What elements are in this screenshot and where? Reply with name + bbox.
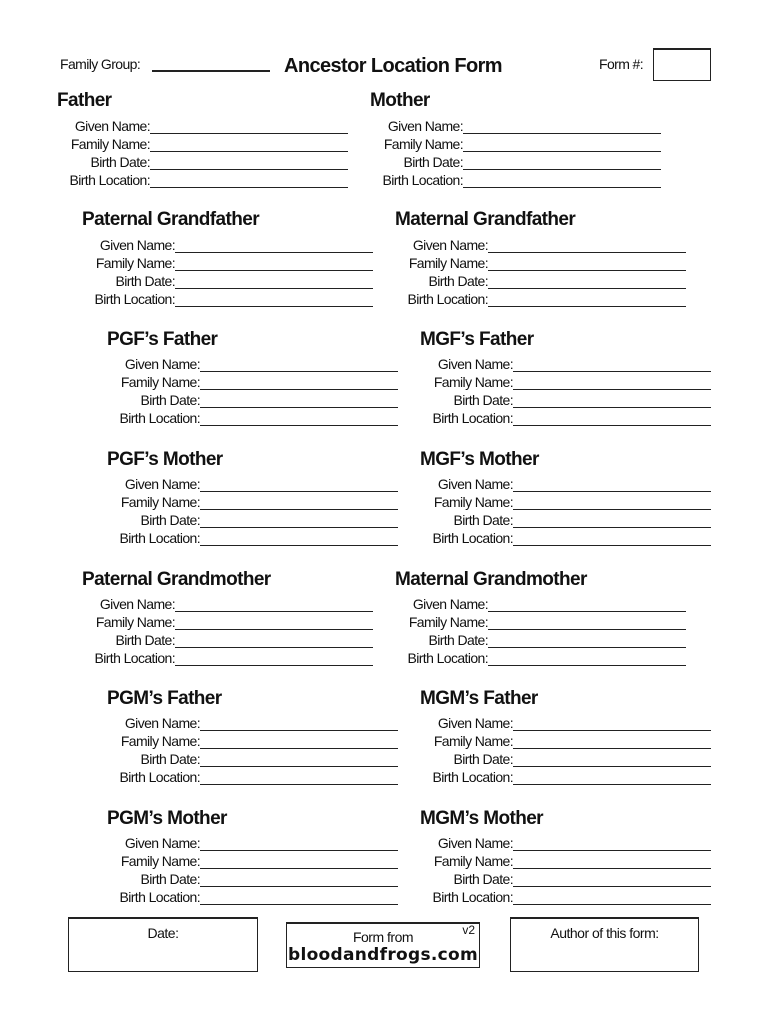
field-label: Birth Date: xyxy=(453,392,513,408)
given-name-field[interactable] xyxy=(513,850,711,851)
source-box xyxy=(286,922,480,968)
field-label: Given Name: xyxy=(387,118,463,134)
section-heading: MGM’s Father xyxy=(420,688,538,709)
section-heading: PGM’s Mother xyxy=(107,808,227,829)
field-label: Given Name: xyxy=(437,715,513,731)
family-name-field[interactable] xyxy=(513,748,711,749)
field-row xyxy=(0,871,513,889)
field-label: Family Name: xyxy=(408,255,488,271)
field-row xyxy=(0,853,513,871)
field-row xyxy=(0,154,463,172)
field-label: Given Name: xyxy=(99,237,175,253)
field-label: Birth Date: xyxy=(140,392,200,408)
page-title: Ancestor Location Form xyxy=(284,55,502,77)
field-label: Given Name: xyxy=(412,596,488,612)
field-row xyxy=(0,835,513,853)
field-label: Given Name: xyxy=(412,237,488,253)
field-row xyxy=(0,715,513,733)
birth-location-field[interactable] xyxy=(488,306,686,307)
field-row xyxy=(0,273,488,291)
birth-date-field[interactable] xyxy=(513,766,711,767)
field-row xyxy=(0,769,513,787)
birth-location-field[interactable] xyxy=(513,904,711,905)
given-name-field[interactable] xyxy=(488,252,686,253)
given-name-field[interactable] xyxy=(513,371,711,372)
field-label: Birth Location: xyxy=(432,530,513,546)
field-label: Birth Date: xyxy=(140,751,200,767)
field-row xyxy=(0,356,513,374)
field-label: Given Name: xyxy=(124,715,200,731)
field-row xyxy=(0,374,513,392)
birth-location-field[interactable] xyxy=(463,187,661,188)
field-label: Birth Location: xyxy=(382,172,463,188)
section-heading: MGF’s Father xyxy=(420,329,534,350)
field-label: Family Name: xyxy=(433,494,513,510)
field-label: Birth Date: xyxy=(140,512,200,528)
field-label: Family Name: xyxy=(120,733,200,749)
family-group-label: Family Group: xyxy=(60,56,141,72)
field-label: Birth Date: xyxy=(453,512,513,528)
form-number-field[interactable] xyxy=(653,48,711,81)
section-heading: Mother xyxy=(370,90,430,111)
field-label: Birth Date: xyxy=(90,154,150,170)
field-label: Birth Date: xyxy=(453,871,513,887)
field-row xyxy=(0,255,488,273)
birth-date-field[interactable] xyxy=(513,527,711,528)
field-label: Birth Date: xyxy=(140,871,200,887)
field-label: Family Name: xyxy=(95,614,175,630)
field-label: Birth Date: xyxy=(403,154,463,170)
birth-date-field[interactable] xyxy=(488,288,686,289)
section-heading: Maternal Grandfather xyxy=(395,209,576,230)
given-name-field[interactable] xyxy=(463,133,661,134)
section-heading: PGF’s Mother xyxy=(107,449,223,470)
field-row xyxy=(0,494,513,512)
field-label: Given Name: xyxy=(124,835,200,851)
field-row xyxy=(0,392,513,410)
family-name-field[interactable] xyxy=(513,868,711,869)
field-label: Family Name: xyxy=(95,255,175,271)
field-label: Family Name: xyxy=(433,733,513,749)
field-label: Birth Location: xyxy=(119,530,200,546)
birth-location-field[interactable] xyxy=(488,665,686,666)
field-label: Birth Location: xyxy=(94,291,175,307)
field-label: Birth Date: xyxy=(453,751,513,767)
birth-date-field[interactable] xyxy=(488,647,686,648)
section-heading: MGF’s Mother xyxy=(420,449,539,470)
field-row xyxy=(0,889,513,907)
form-number-label: Form #: xyxy=(599,56,644,72)
field-row xyxy=(0,476,513,494)
field-row xyxy=(0,237,488,255)
field-row xyxy=(0,596,488,614)
field-label: Given Name: xyxy=(437,356,513,372)
birth-location-field[interactable] xyxy=(513,425,711,426)
section-heading: PGM’s Father xyxy=(107,688,222,709)
field-label: Given Name: xyxy=(437,476,513,492)
field-label: Birth Location: xyxy=(407,291,488,307)
given-name-field[interactable] xyxy=(488,611,686,612)
section-heading: MGM’s Mother xyxy=(420,808,543,829)
section-heading: Paternal Grandfather xyxy=(82,209,259,230)
section-heading: Maternal Grandmother xyxy=(395,569,587,590)
field-label: Birth Date: xyxy=(115,632,175,648)
birth-date-field[interactable] xyxy=(513,886,711,887)
family-name-field[interactable] xyxy=(488,270,686,271)
field-row xyxy=(0,751,513,769)
field-label: Family Name: xyxy=(120,374,200,390)
field-label: Family Name: xyxy=(120,494,200,510)
field-label: Birth Location: xyxy=(119,410,200,426)
birth-date-field[interactable] xyxy=(513,407,711,408)
field-label: Family Name: xyxy=(408,614,488,630)
family-name-field[interactable] xyxy=(463,151,661,152)
field-label: Birth Location: xyxy=(432,410,513,426)
field-label: Birth Location: xyxy=(94,650,175,666)
field-label: Family Name: xyxy=(433,853,513,869)
field-row xyxy=(0,632,488,650)
field-row xyxy=(0,650,488,668)
section-heading: Father xyxy=(57,90,112,111)
field-label: Family Name: xyxy=(120,853,200,869)
field-label: Family Name: xyxy=(383,136,463,152)
family-name-field[interactable] xyxy=(488,629,686,630)
birth-date-field[interactable] xyxy=(463,169,661,170)
field-row xyxy=(0,733,513,751)
date-label: Date: xyxy=(147,925,179,941)
field-row xyxy=(0,410,513,428)
field-label: Given Name: xyxy=(124,476,200,492)
field-label: Birth Location: xyxy=(432,889,513,905)
section-heading: PGF’s Father xyxy=(107,329,218,350)
section-heading: Paternal Grandmother xyxy=(82,569,271,590)
field-row xyxy=(0,530,513,548)
site-name: bloodandfrogs.com xyxy=(287,945,479,965)
family-name-field[interactable] xyxy=(513,509,711,510)
given-name-field[interactable] xyxy=(513,491,711,492)
field-row xyxy=(0,512,513,530)
author-box[interactable] xyxy=(510,917,699,972)
field-label: Birth Date: xyxy=(115,273,175,289)
field-row xyxy=(0,172,463,190)
field-label: Birth Date: xyxy=(428,273,488,289)
field-label: Given Name: xyxy=(124,356,200,372)
field-label: Birth Location: xyxy=(407,650,488,666)
family-name-field[interactable] xyxy=(513,389,711,390)
field-row xyxy=(0,291,488,309)
field-row xyxy=(0,118,463,136)
field-row xyxy=(0,136,463,154)
field-label: Birth Location: xyxy=(119,889,200,905)
birth-location-field[interactable] xyxy=(513,545,711,546)
field-label: Birth Date: xyxy=(428,632,488,648)
field-row xyxy=(0,614,488,632)
birth-location-field[interactable] xyxy=(513,784,711,785)
author-label: Author of this form: xyxy=(550,925,659,941)
date-box[interactable] xyxy=(68,917,258,972)
given-name-field[interactable] xyxy=(513,730,711,731)
version-label: v2 xyxy=(462,923,475,937)
field-label: Family Name: xyxy=(70,136,150,152)
field-label: Birth Location: xyxy=(69,172,150,188)
form-from-label: Form from xyxy=(352,929,414,945)
field-label: Given Name: xyxy=(74,118,150,134)
family-group-field[interactable] xyxy=(152,70,270,72)
field-label: Birth Location: xyxy=(432,769,513,785)
field-label: Given Name: xyxy=(99,596,175,612)
field-label: Birth Location: xyxy=(119,769,200,785)
field-label: Family Name: xyxy=(433,374,513,390)
field-label: Given Name: xyxy=(437,835,513,851)
